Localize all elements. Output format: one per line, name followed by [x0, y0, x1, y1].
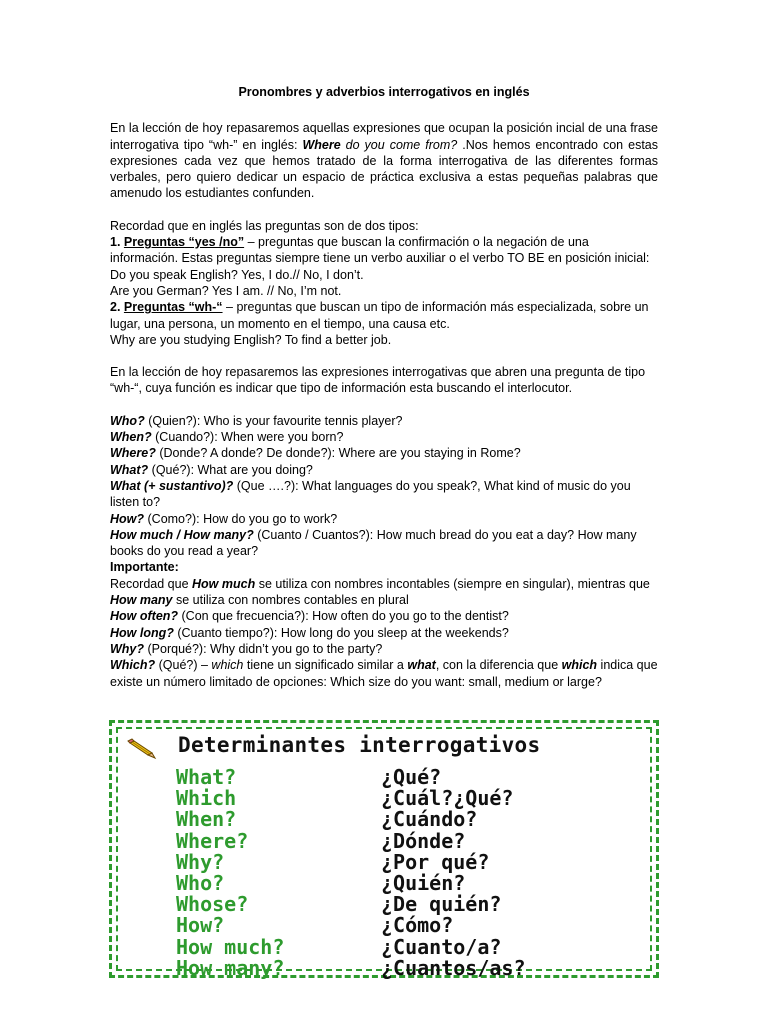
list-item: Which? (Qué?) – which tiene un significado similar a what, con la diferencia que which indica que existe un número limitado de opciones: Which size do you want: small, medium or large?: [110, 658, 658, 689]
page-title: Pronombres y adverbios interrogativos en inglés: [238, 85, 530, 99]
list-item: Why? (Porqué?): Why didn’t you go to the party?: [110, 641, 383, 656]
spanish-term: ¿Cómo?: [381, 913, 454, 938]
spanish-term: ¿Cuál?¿Qué?: [381, 786, 514, 811]
english-term: How many?: [176, 955, 285, 980]
spanish-term: ¿Cuantos/as?: [381, 955, 526, 980]
intro-paragraph: En la lección de hoy repasaremos aquellas expresiones que ocupan la posición incial de una frase interrogativa tipo “wh-” en inglés: Where do you come from? .Nos hemos encontrado con estas expresiones cada vez que hemos tratado de la forma interrogativa de las diferentes formas verbales, pero quiero dedicar un espacio de práctica exclusiva a estas pequeñas palabras que amenudo los estudiantes confunden.: [110, 121, 659, 201]
list-item: What (+ sustantivo)? (Que ….?): What languages do you speak?, What kind of music do you listen to?: [110, 478, 631, 510]
table-row: [176, 807, 646, 832]
table-row: [176, 765, 646, 787]
type-wh: 2. Preguntas “wh-“ – preguntas que buscan un tipo de información más especializada, sobre un lugar, una persona, un momento en el tiempo, una causa etc.: [110, 300, 649, 331]
table-row: [176, 786, 646, 811]
list-item: When? (Cuando?): When were you born?: [110, 430, 344, 445]
spanish-term: ¿Cuándo?: [381, 807, 478, 832]
spanish-term: ¿Cuanto/a?: [381, 934, 502, 959]
english-term: What?: [176, 765, 237, 789]
english-term: Which: [176, 786, 237, 811]
table-title: Determinantes interrogativos: [178, 733, 541, 757]
table-row: [176, 871, 646, 893]
spanish-term: ¿Qué?: [381, 765, 442, 789]
list-item: How often? (Con que frecuencia?): How often do you go to the dentist?: [110, 609, 509, 624]
important-note: Recordad que How much se utiliza con nombres incontables (siempre en singular), mientras que How many se utiliza con nombres contables en plural: [110, 576, 650, 608]
table-row: [176, 829, 646, 851]
spanish-term: ¿De quién?: [381, 892, 502, 917]
english-term: Who?: [176, 871, 225, 895]
english-term: Where?: [176, 828, 249, 853]
list-item: Who? (Quien?): Who is your favourite tennis player?: [110, 413, 403, 428]
example-line: Why are you studying English? To find a better job.: [110, 332, 392, 347]
list-item: How long? (Cuanto tiempo?): How long do you sleep at the weekends?: [110, 625, 509, 640]
example-line: Do you speak English? Yes, I do.// No, I don’t.: [110, 267, 364, 282]
wh-paragraph: En la lección de hoy repasaremos las expresiones interrogativas que abren una pregunta de tipo “wh-“, cuya función es indicar que tipo de información esta buscando el interlocutor.: [110, 365, 646, 396]
english-term: Why?: [176, 849, 225, 874]
table-row: [176, 956, 646, 978]
list-item: Where? (Donde? A donde? De donde?): Where are you staying in Rome?: [110, 446, 521, 461]
document-body: [110, 84, 658, 690]
type-yes-no: 1. Preguntas “yes /no” – preguntas que buscan la confirmación o la negación de una información. Estas preguntas siempre tiene un verbo auxiliar o el verbo TO BE en posición inicial:: [110, 235, 650, 266]
list-item: How much / How many? (Cuanto / Cuantos?): How much bread do you eat a day? How many books do you read a year?: [110, 527, 637, 559]
table-row: [176, 892, 646, 917]
english-term: How?: [176, 913, 225, 938]
important-heading: Importante:: [110, 560, 179, 575]
types-intro: Recordad que en inglés las preguntas son de dos tipos:: [110, 218, 419, 233]
english-term: When?: [176, 807, 237, 832]
spanish-term: ¿Por qué?: [381, 849, 490, 874]
list-item: What? (Qué?): What are you doing?: [110, 462, 313, 477]
english-term: How much?: [176, 934, 285, 959]
table-row: [176, 913, 646, 938]
pencil-icon: [126, 737, 158, 761]
list-item: How? (Como?): How do you go to work?: [110, 511, 338, 526]
english-term: Whose?: [176, 892, 249, 917]
spanish-term: ¿Quién?: [381, 871, 466, 895]
example-line: Are you German? Yes I am. // No, I’m not.: [110, 283, 342, 298]
table-row: [176, 850, 646, 872]
spanish-term: ¿Dónde?: [381, 828, 466, 853]
determinantes-table: [109, 720, 659, 978]
table-row: [176, 935, 646, 957]
